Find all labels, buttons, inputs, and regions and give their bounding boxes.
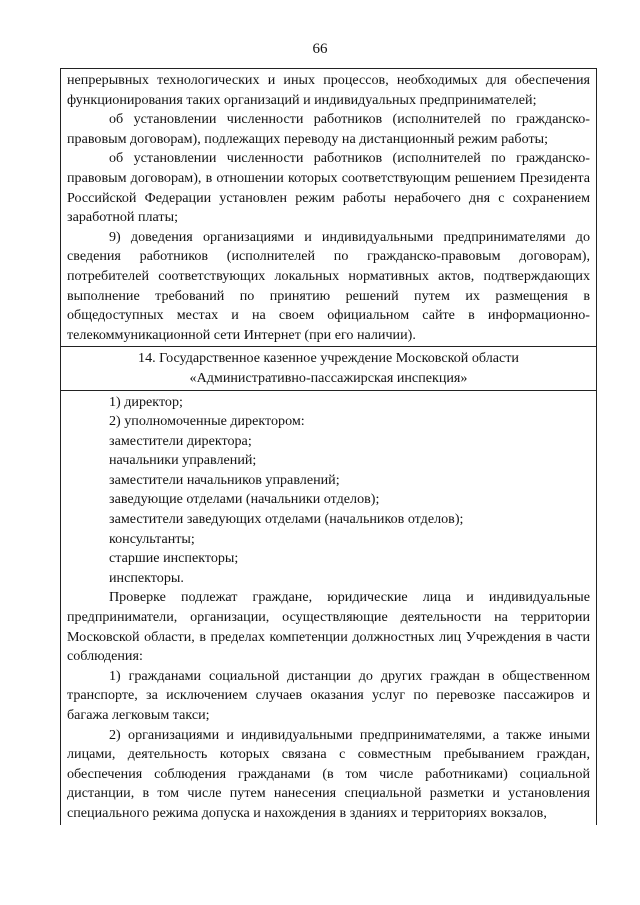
- paragraph: непрерывных технологических и иных процессов, необходимых для обеспечения функционирования таких организаций и индивидуальных предпринимателей;: [67, 72, 590, 108]
- paragraph: 2) организациями и индивидуальными предпринимателями, а также иными лицами, деятельность которых связана с совместным пребыванием граждан, обеспечения соблюдения гражданами (в том числе работниками) социальной дистанции, в том числе путем нанесения специальной разметки и установления специального режима допуска и нахождения в зданиях и территориях вокзалов,: [67, 726, 590, 821]
- paragraph: 2) уполномоченные директором:: [109, 413, 305, 430]
- paragraph: старшие инспекторы;: [109, 550, 239, 567]
- section-14-heading-line2: «Административно-пассажирская инспекция»: [189, 369, 468, 386]
- paragraph: 1) директор;: [109, 393, 183, 410]
- paragraph: 1) гражданами социальной дистанции до других граждан в общественном транспорте, за исключением случаев оказания услуг по перевозке пассажиров и багажа легковым такси;: [67, 667, 590, 723]
- document-table: [60, 68, 597, 825]
- paragraph: начальники управлений;: [109, 452, 257, 469]
- paragraph: об установлении численности работников (исполнителей по гражданско-правовым договорам), подлежащих переводу на дистанционный режим работы;: [67, 111, 590, 147]
- section-14-body-cell: [61, 390, 596, 825]
- page-number: 66: [312, 41, 328, 57]
- paragraph: 9) доведения организациями и индивидуальными предпринимателями до сведения работников (исполнителей по гражданско-правовым договорам), потребителей соответствующих локальных нормативных актов, подтверждающих выполнение требований по принятию решений путем их размещения в общедоступных местах и на своем официальном сайте в информационно-телекоммуникационной сети Интернет (при его наличии).: [67, 228, 590, 343]
- paragraph: заместители заведующих отделами (начальников отделов);: [109, 511, 464, 528]
- paragraph: инспекторы.: [109, 569, 184, 586]
- paragraph: консультанты;: [109, 530, 195, 547]
- paragraph: Проверке подлежат граждане, юридические лица и индивидуальные предприниматели, организации, осуществляющие деятельности на территории Московской области, в пределах компетенции должностных лиц Учреждения в части соблюдения:: [67, 589, 590, 665]
- section-13-cell: [61, 69, 596, 346]
- paragraph: заместители директора;: [109, 432, 252, 449]
- section-14-heading-line1: 14. Государственное казенное учреждение Московской области: [138, 350, 519, 367]
- section-14-heading-cell: [61, 346, 596, 389]
- paragraph: об установлении численности работников (исполнителей по гражданско-правовым договорам), в отношении которых соответствующим решением Президента Российской Федерации установлен режим работы нерабочего дня с сохранением заработной платы;: [67, 150, 590, 226]
- paragraph: заведующие отделами (начальники отделов);: [109, 491, 380, 508]
- paragraph: заместители начальников управлений;: [109, 471, 340, 488]
